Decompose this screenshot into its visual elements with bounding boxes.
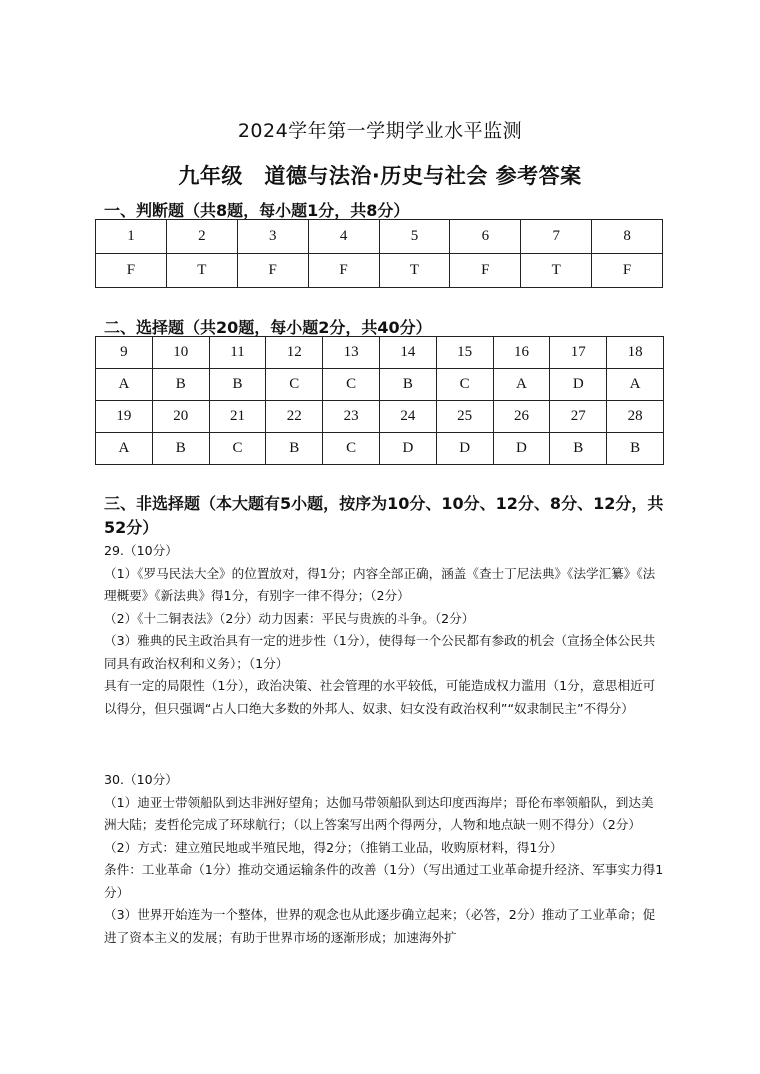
table-cell: C — [436, 369, 493, 401]
table-cell: 1 — [96, 220, 167, 254]
section1-heading: 一、判断题（共8题，每小题1分，共8分） — [104, 201, 410, 220]
answer-line: （1）《罗马民法大全》的位置放对，得1分；内容全部正确，涵盖《查士丁尼法典》《法学汇纂》《法理概要》《新法典》得1分，有别字一律不得分；（2分） — [104, 565, 656, 603]
table-cell: B — [550, 433, 607, 465]
table-cell: C — [209, 433, 266, 465]
table-cell: C — [323, 369, 380, 401]
table-cell: D — [379, 433, 436, 465]
table-row — [96, 337, 664, 369]
page-subtitle: 九年级 道德与法治·历史与社会 参考答案 — [178, 164, 582, 188]
table-cell: 11 — [209, 337, 266, 369]
answer-line: （3）世界开始连为一个整体，世界的观念也从此逐步确立起来；（必答，2分）推动了工业革命；促进了资本主义的发展；有助于世界市场的逐渐形成；加速海外扩 — [104, 907, 656, 945]
table-cell: B — [266, 433, 323, 465]
table-cell: 5 — [379, 220, 450, 254]
table-cell: 9 — [96, 337, 153, 369]
table-cell: D — [436, 433, 493, 465]
table-cell: 23 — [323, 401, 380, 433]
table-row — [96, 433, 664, 465]
table-cell: 10 — [152, 337, 209, 369]
table-cell: B — [152, 433, 209, 465]
question-29-block — [104, 540, 664, 720]
table-cell: C — [266, 369, 323, 401]
table-cell: F — [592, 254, 663, 288]
table-cell: 27 — [550, 401, 607, 433]
table-row — [96, 254, 663, 288]
table-cell: 15 — [436, 337, 493, 369]
table-cell: 19 — [96, 401, 153, 433]
table-cell: F — [96, 254, 167, 288]
table-cell: A — [96, 369, 153, 401]
judgment-answer-table — [95, 219, 663, 288]
table-row — [96, 369, 664, 401]
table-cell: 28 — [607, 401, 664, 433]
table-cell: 13 — [323, 337, 380, 369]
table-cell: 8 — [592, 220, 663, 254]
table-cell: B — [379, 369, 436, 401]
table-cell: 4 — [308, 220, 379, 254]
answer-line: （2）《十二铜表法》（2分）动力因素：平民与贵族的斗争。（2分） — [104, 610, 475, 626]
choice-answer-table — [95, 336, 664, 465]
table-cell: 24 — [379, 401, 436, 433]
answer-line: 具有一定的局限性（1分），政治决策、社会管理的水平较低，可能造成权力滥用（1分，意思相近可以得分，但只强调“占人口绝大多数的外邦人、奴隶、妇女没有政治权利”“奴隶制民主”不得分） — [104, 678, 656, 716]
table-cell: 22 — [266, 401, 323, 433]
table-cell: B — [209, 369, 266, 401]
table-cell: 25 — [436, 401, 493, 433]
answer-line: 条件：工业革命（1分）推动交通运输条件的改善（1分）（写出通过工业革命提升经济、军事实力得1分） — [104, 862, 664, 900]
table-cell: 12 — [266, 337, 323, 369]
question-label: 29.（10分） — [104, 543, 178, 558]
page-title: 2024学年第一学期学业水平监测 — [237, 120, 523, 142]
table-cell: C — [323, 433, 380, 465]
question-label: 30.（10分） — [104, 772, 178, 787]
table-cell: 26 — [493, 401, 550, 433]
table-cell: 20 — [152, 401, 209, 433]
question-30-block — [104, 769, 664, 949]
table-cell: 16 — [493, 337, 550, 369]
table-cell: F — [308, 254, 379, 288]
answer-line: （1）迪亚士带领船队到达非洲好望角；达伽马带领船队到达印度西海岸；哥伦布率领船队，到达美洲大陆；麦哲伦完成了环球航行；（以上答案写出两个得两分，人物和地点缺一则不得分）（2分） — [104, 794, 654, 832]
table-cell: 2 — [166, 220, 237, 254]
table-cell: B — [607, 433, 664, 465]
table-cell: A — [96, 433, 153, 465]
table-cell: T — [166, 254, 237, 288]
table-cell: 6 — [450, 220, 521, 254]
table-cell: 7 — [521, 220, 592, 254]
table-cell: T — [521, 254, 592, 288]
table-row — [96, 220, 663, 254]
table-cell: 21 — [209, 401, 266, 433]
table-cell: 17 — [550, 337, 607, 369]
table-cell: F — [237, 254, 308, 288]
table-cell: 3 — [237, 220, 308, 254]
answer-line: （2）方式：建立殖民地或半殖民地，得2分；（推销工业品，收购原材料，得1分） — [104, 839, 563, 855]
table-cell: 18 — [607, 337, 664, 369]
table-cell: T — [379, 254, 450, 288]
answer-line: （3）雅典的民主政治具有一定的进步性（1分），使得每一个公民都有参政的机会（宣扬全体公民共同具有政治权利和义务）；（1分） — [104, 633, 656, 671]
table-cell: D — [550, 369, 607, 401]
table-row — [96, 401, 664, 433]
table-cell: 14 — [379, 337, 436, 369]
section2-heading: 二、选择题（共20题，每小题2分，共40分） — [104, 318, 432, 337]
section3-heading: 三、非选择题（本大题有5小题，按序为10分、10分、12分、8分、12分，共52分） — [104, 494, 664, 537]
table-cell: A — [607, 369, 664, 401]
table-cell: D — [493, 433, 550, 465]
table-cell: F — [450, 254, 521, 288]
table-cell: B — [152, 369, 209, 401]
table-cell: A — [493, 369, 550, 401]
